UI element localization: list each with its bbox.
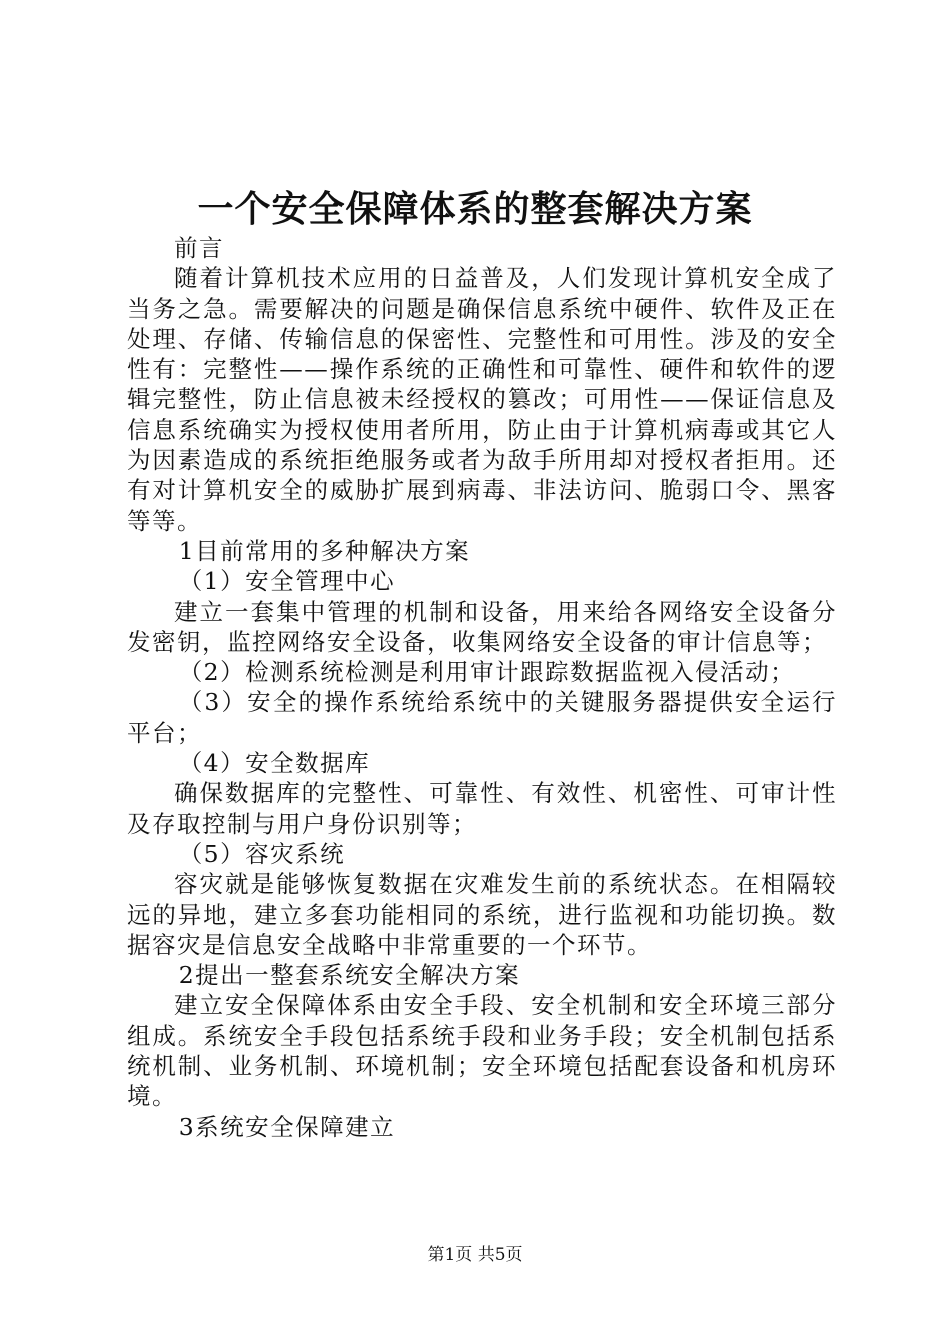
document-title: 一个安全保障体系的整套解决方案 [197, 188, 753, 230]
item-heading-2: （2）检测系统检测是利用审计跟踪数据监视入侵活动； [178, 658, 796, 687]
item-heading-3: （3）安全的操作系统给系统中的关键服务器提供安全运行平台； [127, 688, 837, 747]
paragraph-item-1: 建立一套集中管理的机制和设备，用来给各网络安全设备分发密钥，监控网络安全设备，收集网络安全设备的审计信息等； [127, 597, 837, 656]
item-heading-4: （4）安全数据库 [178, 749, 371, 778]
paragraph-item-4: 确保数据库的完整性、可靠性、有效性、机密性、可审计性及存取控制与用户身份识别等； [127, 779, 837, 838]
page-footer: 第1页 共5页 [427, 1245, 523, 1265]
section-heading-1: 1目前常用的多种解决方案 [178, 536, 471, 565]
item-heading-1: （1）安全管理中心 [178, 567, 396, 596]
paragraph-item-5: 容灾就是能够恢复数据在灾难发生前的系统状态。在相隔较远的异地，建立多套功能相同的系统，进行监视和功能切换。数据容灾是信息安全战略中非常重要的一个环节。 [127, 870, 837, 959]
item-heading-5: （5）容灾系统 [178, 839, 346, 868]
document-body [127, 233, 837, 1142]
paragraph-preface-heading: 前言 [174, 234, 224, 262]
paragraph-section-2: 建立安全保障体系由安全手段、安全机制和安全环境三部分组成。系统安全手段包括系统手段和业务手段；安全机制包括系统机制、业务机制、环境机制；安全环境包括配套设备和机房环境。 [127, 991, 837, 1111]
section-heading-2: 2提出一整套系统安全解决方案 [178, 961, 521, 990]
paragraph-preface-body: 随着计算机技术应用的日益普及，人们发现计算机安全成了当务之急。需要解决的问题是确保信息系统中硬件、软件及正在处理、存储、传输信息的保密性、完整性和可用性。涉及的安全性有：完整性——操作系统的正确性和可靠性、硬件和软件的逻辑完整性，防止信息被未经授权的篡改；可用性——保证信息及信息系统确实为授权使用者所用，防止由于计算机病毒或其它人为因素造成的系统拒绝服务或者为敌手所用却对授权者拒用。还有对计算机安全的威胁扩展到病毒、非法访问、脆弱口令、黑客等等。 [127, 264, 837, 535]
section-heading-3: 3系统安全保障建立 [178, 1112, 396, 1141]
